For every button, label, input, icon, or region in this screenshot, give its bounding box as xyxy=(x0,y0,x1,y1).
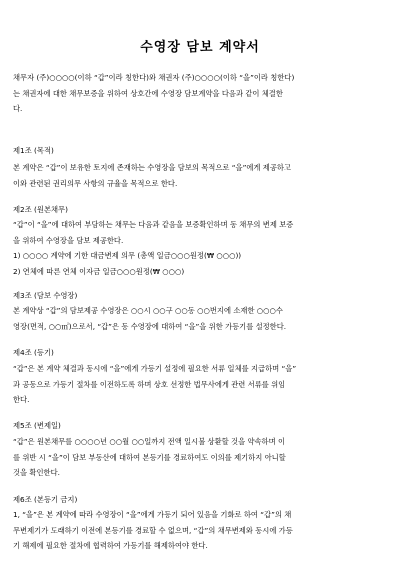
article-line: 기 해제에 필요한 절차에 협력하여 가등기를 해제하여야 한다. xyxy=(13,541,208,550)
article-4-body xyxy=(13,361,389,408)
article-line: 1, “을”은 본 계약에 따라 수영장이 “을”에게 가등기 되어 있음을 기화로 하여 “갑”의 채 xyxy=(13,510,292,519)
article-line: 것을 확인한다. xyxy=(13,468,60,477)
article-line: “갑”은 원본채무를 ○○○○년 ○○월 ○○일까지 전액 일시불 상환할 것을 약속하며 이 xyxy=(13,437,286,446)
article-2-body xyxy=(13,217,389,279)
article-1-heading: 제1조 (목적) xyxy=(13,146,54,155)
article-line: 2) 연체에 따른 연체 이자금 일금○○○원정(₩ ○○○) xyxy=(13,266,185,276)
article-line: 본 계약은 “갑”이 보유한 토지에 존재하는 수영장을 담보의 목적으로 “을”에게 제공하고 xyxy=(13,163,291,172)
intro-line: 다. xyxy=(13,104,23,113)
article-line: 한다. xyxy=(13,395,30,404)
article-line: 1) ○○○○ 계약에 기한 대금변제 의무 (총액 일금○○○원정(₩ ○○○)) xyxy=(13,251,242,260)
article-line: 과 공동으로 가등기 절차를 이전하도록 하며 상호 선정한 법무사에게 관련 서류를 위임 xyxy=(13,379,286,389)
article-line: 무변제기가 도래하기 이전에 본등기를 경료할 수 없으며, “갑”의 채무변제와 동시에 가등 xyxy=(13,525,293,535)
article-3-body xyxy=(13,303,389,334)
intro-line: 채무자 (주)○○○○(이하 “갑”이라 칭한다)와 채권자 (주)○○○○(이하 “을”이라 칭한다) xyxy=(13,73,295,82)
article-line: 영장(면적, ○○㎡)으로서, “갑”은 동 수영장에 대하여 “을”을 위한 가등기를 설정한다. xyxy=(13,321,287,331)
article-line: “갑”은 본 계약 체결과 동시에 “을”에게 가등기 설정에 필요한 서류 일체를 지급하며 “을” xyxy=(13,364,297,373)
article-1-body xyxy=(13,160,389,191)
document-title: 수영장 담보 계약서 xyxy=(140,40,260,55)
article-line: 본 계약상 “갑”의 담보제공 수영장은 ○○시 ○○구 ○○동 ○○번지에 소재한 ○○○수 xyxy=(13,306,283,315)
article-line: “갑”이 “을”에 대하여 부담하는 채무는 다음과 같음을 보증확인하며 동 채무의 변제 보증 xyxy=(13,220,294,229)
article-5-body xyxy=(13,434,389,481)
article-6-heading: 제6조 (본등기 금지) xyxy=(13,495,78,504)
article-3-heading: 제3조 (담보 수영장) xyxy=(13,291,78,300)
article-line: 이와 관련된 권리의무 사항의 규율을 목적으로 한다. xyxy=(13,178,178,188)
intro-paragraph xyxy=(13,70,389,117)
article-line: 를 위반 시 “을”이 담보 부동산에 대하여 본등기를 경료하여도 이의를 제기하지 아니할 xyxy=(13,452,286,462)
article-2-heading: 제2조 (원본채무) xyxy=(13,205,68,214)
article-5-heading: 제5조 (변제일) xyxy=(13,421,61,430)
intro-line: 는 채권자에 대한 채무보증을 위하여 상호간에 수영장 담보계약을 다음과 같이 체결한 xyxy=(13,88,283,98)
article-4-heading: 제4조 (등기) xyxy=(13,348,54,357)
article-6-body xyxy=(13,507,389,554)
article-line: 을 위하여 수영장을 담보 제공한다. xyxy=(13,235,124,245)
